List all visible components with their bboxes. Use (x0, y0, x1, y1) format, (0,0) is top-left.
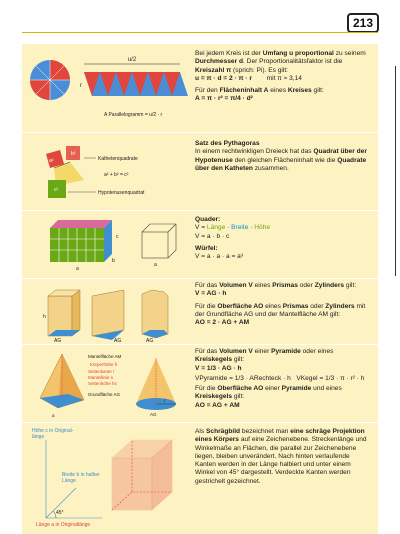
page-header (0, 0, 400, 36)
cuboid-unit-cubes (50, 220, 112, 262)
pyramid-surface-formula: AO = AG + AM (195, 401, 240, 409)
triangular-prism (92, 290, 124, 340)
cuboid-a: a (76, 266, 79, 272)
width-label: Breite b in halber Länge (62, 472, 100, 484)
v-pyramid-formula: VPyramide = 1/3 · ARechteck · h (195, 374, 291, 382)
cone-ag: AG (150, 412, 157, 417)
radius-label: r (80, 83, 82, 89)
separator (22, 278, 378, 279)
prism-text: Für das Volumen V eines Prismas oder Zylinders gilt: V = AG · h Für die Oberfläche AO eines Prismas oder Zylinders mit der Grundfläche AG und der Mantelfläche AM gilt: AO = 2 · AG + AM (195, 282, 366, 327)
cuboid-formula: V = a · b · c (195, 232, 230, 240)
circle-figure (28, 50, 190, 130)
cone-r: r (164, 398, 166, 403)
pythagoras-figure (32, 140, 192, 206)
pythagoras-text: Satz des Pythagoras In einem rechtwinkligen Dreieck hat das Quadrat über der Hypotenuse den gleichen Flächeninhalt wie die Quadrate über den Katheten zusammen. (195, 140, 371, 177)
circle-sectors (30, 60, 70, 100)
cuboid-b: b (112, 258, 115, 264)
slant-text: Als Schrägbild bezeichnet man eine schräge Projektion eines Körpers auf eine Zeichenebene. Streckenlänge und Winkelmaße an Flächen, die parallel zur Zeichenebene liegen, bleiben unverändert. Nach hinten verlaufende Kanten werden in der Länge halbiert und unter einem Winkel von 45° dargestellt. Verdeckte Kanten werden gestrichelt gezeichnet. (195, 428, 367, 485)
mantellinie-label: Mantellinie s (88, 375, 114, 380)
mantel-label: Mantelfläche AM (88, 354, 122, 359)
separator (22, 344, 378, 345)
grundflaeche-label: Grundfläche AG (88, 392, 121, 397)
seitenhoehe-label: Seitenhöhe hs (88, 381, 117, 386)
pyramid-shape (40, 354, 84, 408)
v-kegel-formula: VKegel = 1/3 · π · r² · h (296, 374, 365, 382)
pyramid-text: Für das Volumen V einer Pyramide oder eines Kreiskegels gilt: V = 1/3 · AG · h VPyramide = 1/3 · ARechteck · h VKegel = 1/3 · π · r² · h Für die Oberfläche AO einer Pyramide und eines Kreiskegels gilt: AO = AG + AM (195, 348, 365, 409)
pyramid-volume-formula: V = 1/3 · AG · h (195, 364, 242, 372)
prism-ag: AG (54, 338, 62, 344)
parallelogram-strip (84, 72, 188, 96)
cuboid-title: Quader: (195, 216, 221, 223)
header-rule (22, 32, 378, 33)
slant-cuboid (112, 440, 172, 510)
cuboid-figure (30, 214, 190, 274)
slant-figure (32, 428, 192, 528)
area-formula: A = π · r² = π/4 · d² (195, 95, 253, 103)
separator (22, 132, 378, 133)
page-edge-mark (395, 66, 396, 276)
pyramid-figure (28, 348, 192, 420)
c-squared-label: c² (54, 187, 59, 193)
cone-shape (136, 358, 176, 410)
parallelogram-area-label: A Parallelogramm = u/2 · r (104, 112, 163, 118)
hexagonal-prism (142, 290, 168, 338)
page-number: 213 (347, 13, 379, 33)
prism-ag-3: AG (146, 338, 154, 344)
seitenkante-label: Seitenkante / (88, 369, 115, 374)
half-u-label: u/2 (127, 57, 137, 63)
pi-value: mit π ≈ 3,14 (266, 74, 302, 82)
pythagoras-figure-formula: a² + b² = c² (104, 172, 129, 178)
cube-title: Würfel: (195, 244, 218, 252)
separator (22, 422, 378, 423)
prism-surface-formula: AO = 2 · AG + AM (195, 319, 250, 327)
hypotenuse-label: Hypotenusenquadrat (98, 190, 145, 196)
katheten-label: Kathetenquadrate (98, 156, 138, 162)
length-label: Länge a in Originallänge (36, 522, 91, 528)
prism-figure (30, 282, 190, 344)
cube-formula: V = a · a · a = a³ (195, 253, 244, 261)
pyramid-a: a (52, 413, 55, 418)
pythagoras-title: Satz des Pythagoras (195, 140, 260, 147)
circle-text: Bei jedem Kreis ist der Umfang u proportional zu seinem Durchmesser d. Der Proportionalitätsfaktor ist die Kreiszahl π (sprich: Pi). Es gilt: u = π · d = 2 · π · r mit π ≈ 3,14 Für den Flächeninhalt A eines Kreises gilt: A = π · r² = π/4 · d² (195, 50, 366, 103)
prism-h: h (43, 314, 46, 320)
prism-ag-2: AG (114, 338, 122, 344)
circumference-formula: u = π · d = 2 · π · r (195, 74, 252, 82)
prism-volume-formula: V = AG · h (195, 290, 227, 298)
box-prism (48, 290, 80, 336)
separator (22, 210, 378, 211)
a-squared-label: a² (49, 158, 54, 164)
cuboid-text: Quader: V = Länge · Breite · Höhe V = a · b · c Würfel: V = a · a · a = a³ (195, 216, 371, 265)
b-squared-label: b² (71, 151, 76, 157)
cuboid-c: c (116, 234, 119, 240)
height-label: Höhe c in Original-länge (32, 428, 74, 440)
cube-figure (142, 224, 176, 258)
cube-a: a (154, 262, 157, 268)
formula-sheet (22, 44, 378, 534)
koerperhoehe-label: Körperhöhe h (90, 362, 118, 367)
angle-label: 45° (56, 510, 64, 516)
